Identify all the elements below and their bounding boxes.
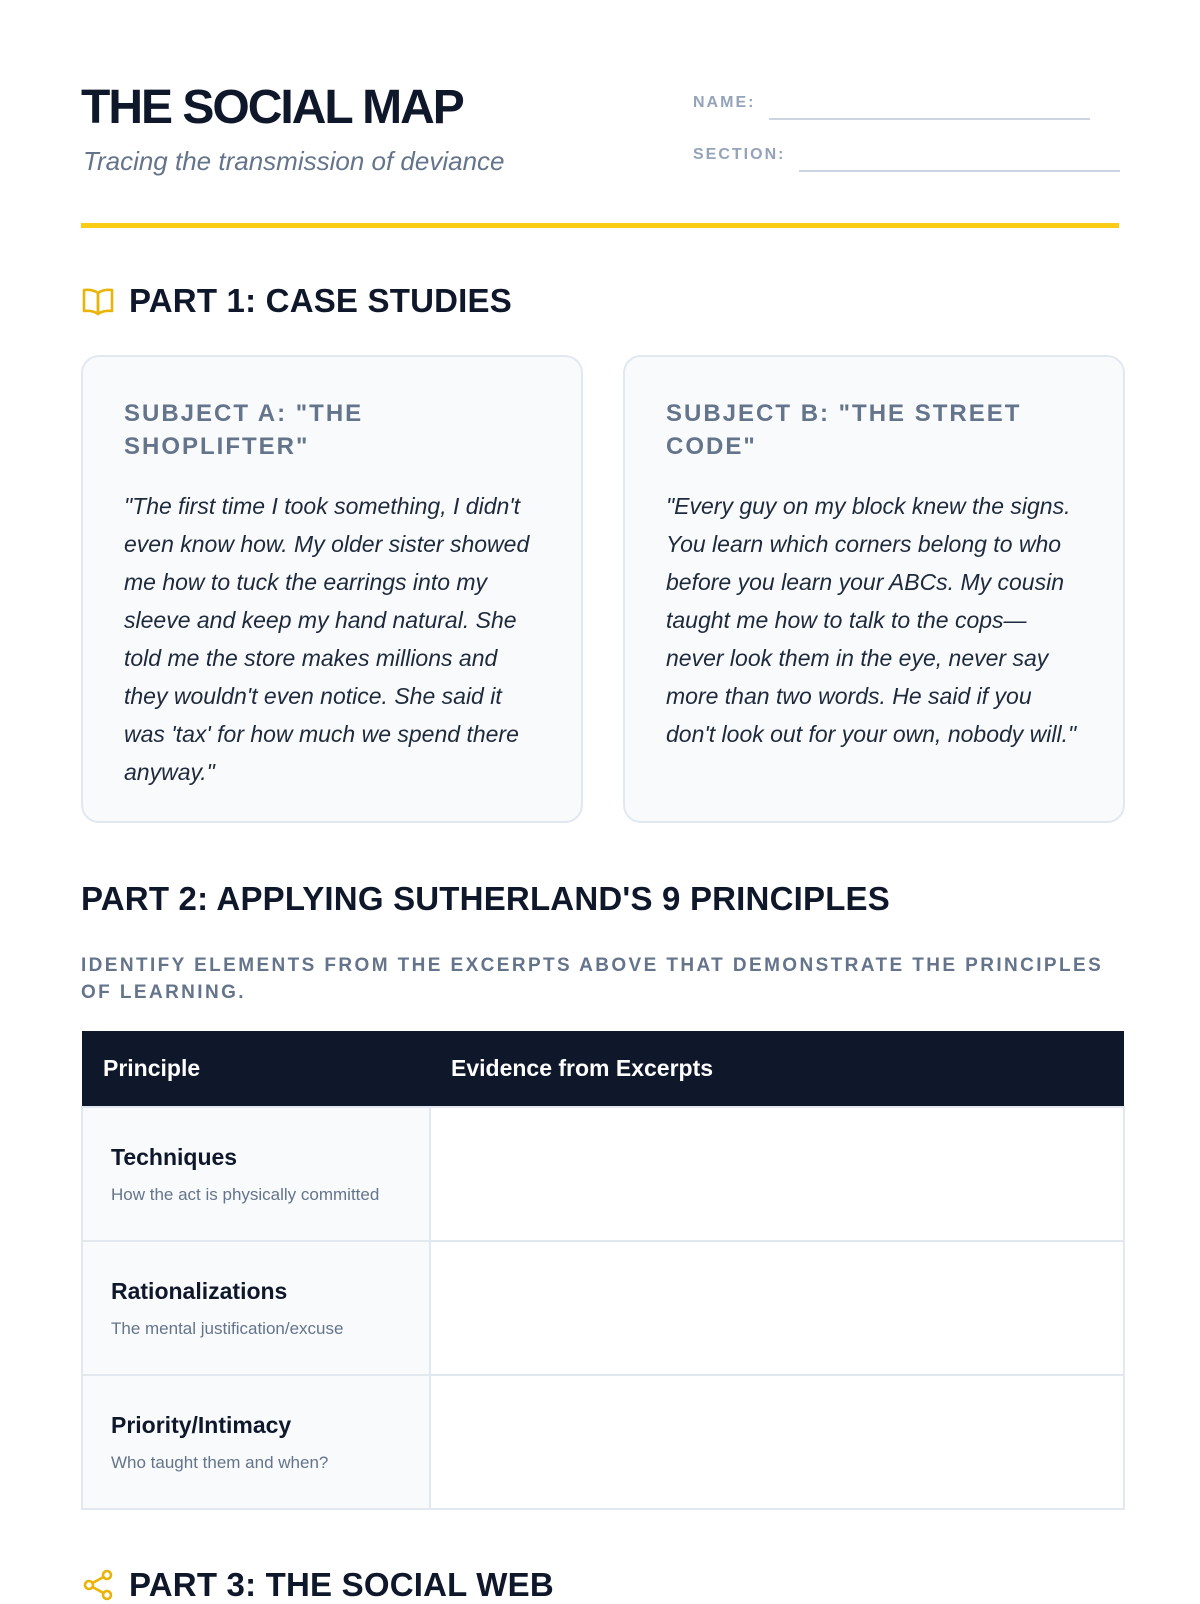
book-open-icon (81, 284, 115, 318)
name-line[interactable] (769, 90, 1090, 120)
principle-description: The mental justification/excuse (111, 1318, 344, 1338)
table-row (82, 1375, 1124, 1509)
column-header-principle: Principle (82, 1031, 430, 1107)
section-line[interactable] (799, 142, 1120, 172)
case-study-card-a (81, 355, 583, 823)
section-field[interactable] (693, 142, 1120, 172)
table-row (82, 1241, 1124, 1375)
name-label: NAME: (693, 94, 756, 111)
card-title: SUBJECT B: "THE STREET CODE" (666, 400, 1022, 460)
section-label: SECTION: (693, 146, 786, 163)
table-header-row (82, 1031, 1124, 1107)
case-study-card-b (623, 355, 1125, 823)
evidence-cell[interactable] (430, 1241, 1124, 1375)
part3-heading-text: PART 3: THE SOCIAL WEB (129, 1566, 554, 1603)
evidence-cell[interactable] (430, 1107, 1124, 1241)
part2-heading: PART 2: APPLYING SUTHERLAND'S 9 PRINCIPLES (81, 880, 890, 917)
principle-cell (82, 1107, 430, 1241)
principle-name: Techniques (111, 1143, 238, 1170)
principle-cell (82, 1375, 430, 1509)
evidence-cell[interactable] (430, 1375, 1124, 1509)
principle-name: Rationalizations (111, 1277, 288, 1304)
part2-instruction: IDENTIFY ELEMENTS FROM THE EXCERPTS ABOVE THAT DEMONSTRATE THE PRINCIPLES OF LEARNING. (81, 955, 1104, 1003)
part1-heading-text: PART 1: CASE STUDIES (129, 282, 512, 319)
page-title: THE SOCIAL MAP (81, 81, 463, 134)
worksheet-header (81, 0, 1119, 228)
name-field[interactable] (693, 90, 1090, 120)
card-quote: "Every guy on my block knew the signs. You learn which corners belong to who before you learn your ABCs. My cousin taught me how to talk to the cops—never look them in the eye, never say more than two words. He said if you don't look out for your own, nobody will." (666, 493, 1077, 747)
share-nodes-icon (81, 1568, 115, 1602)
principle-description: Who taught them and when? (111, 1452, 329, 1472)
principles-table (81, 1031, 1125, 1510)
table-row (82, 1107, 1124, 1241)
card-title: SUBJECT A: "THE SHOPLIFTER" (124, 400, 364, 460)
page-subtitle: Tracing the transmission of deviance (83, 146, 505, 176)
part1-heading (81, 282, 512, 320)
principle-name: Priority/Intimacy (111, 1411, 292, 1438)
column-header-evidence: Evidence from Excerpts (430, 1031, 1124, 1107)
principle-description: How the act is physically committed (111, 1184, 380, 1204)
card-quote: "The first time I took something, I didn't even know how. My older sister showed me how to tuck the earrings into my sleeve and keep my hand natural. She told me the store makes millions and they wouldn't even notice. She said it was 'tax' for how much we spend there anyway." (124, 493, 530, 785)
part3-heading (81, 1566, 554, 1604)
principle-cell (82, 1241, 430, 1375)
